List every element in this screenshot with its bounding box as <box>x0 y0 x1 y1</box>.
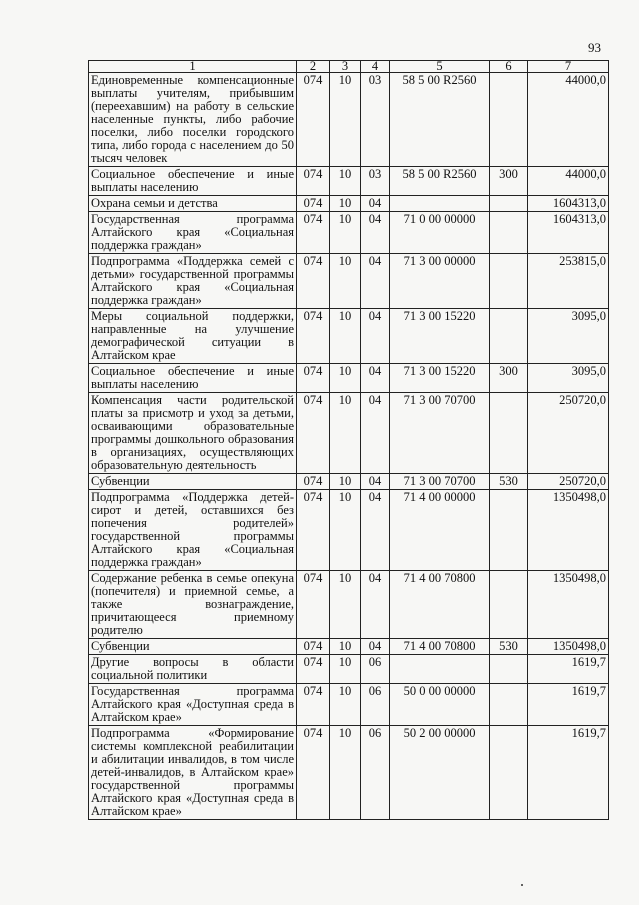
row-section-cell: 10 <box>330 639 361 655</box>
row-expense-type-cell: 300 <box>490 167 528 196</box>
row-subsection-cell: 06 <box>361 655 390 684</box>
row-grbs-cell: 074 <box>297 393 330 474</box>
row-section-cell: 10 <box>330 309 361 364</box>
table-row <box>89 639 609 655</box>
row-subsection-cell: 04 <box>361 393 390 474</box>
row-name-cell: Субвенции <box>89 639 297 655</box>
row-name-cell: Подпрограмма «Поддержка детей-сирот и детей, оставшихся без попечения родителей» государственной программы Алтайского края «Социальная поддержка граждан» <box>89 490 297 571</box>
row-target-article-cell: 50 0 00 00000 <box>390 684 490 726</box>
row-sum-cell: 1350498,0 <box>528 639 609 655</box>
row-target-article-cell: 71 0 00 00000 <box>390 212 490 254</box>
row-grbs-cell: 074 <box>297 309 330 364</box>
scan-dot <box>521 884 523 886</box>
row-section-cell: 10 <box>330 490 361 571</box>
row-expense-type-cell: 530 <box>490 474 528 490</box>
row-target-article-cell: 71 4 00 70800 <box>390 639 490 655</box>
row-section-cell: 10 <box>330 364 361 393</box>
row-sum-cell: 250720,0 <box>528 393 609 474</box>
row-sum-cell: 1604313,0 <box>528 196 609 212</box>
table-row <box>89 571 609 639</box>
table-row <box>89 655 609 684</box>
row-expense-type-cell: 300 <box>490 364 528 393</box>
row-expense-type-cell <box>490 684 528 726</box>
row-target-article-cell: 71 3 00 00000 <box>390 254 490 309</box>
row-target-article-cell: 71 3 00 70700 <box>390 393 490 474</box>
row-subsection-cell: 03 <box>361 167 390 196</box>
header-cell: 1 <box>89 61 297 73</box>
row-sum-cell: 1619,7 <box>528 655 609 684</box>
row-target-article-cell: 58 5 00 R2560 <box>390 167 490 196</box>
header-cell: 2 <box>297 61 330 73</box>
row-expense-type-cell <box>490 393 528 474</box>
row-section-cell: 10 <box>330 167 361 196</box>
row-expense-type-cell <box>490 309 528 364</box>
row-section-cell: 10 <box>330 212 361 254</box>
row-name-cell: Другие вопросы в области социальной политики <box>89 655 297 684</box>
row-subsection-cell: 04 <box>361 639 390 655</box>
header-cell: 6 <box>490 61 528 73</box>
row-name-cell: Компенсация части родительской платы за присмотр и уход за детьми, осваивающими образовательные программы дошкольного образования в организациях, осуществляющих образовательную деятельность <box>89 393 297 474</box>
row-expense-type-cell <box>490 254 528 309</box>
table-row <box>89 393 609 474</box>
row-target-article-cell: 58 5 00 R2560 <box>390 73 490 167</box>
row-name-cell: Социальное обеспечение и иные выплаты населению <box>89 167 297 196</box>
row-section-cell: 10 <box>330 571 361 639</box>
row-grbs-cell: 074 <box>297 655 330 684</box>
row-name-cell: Единовременные компенсационные выплаты учителям, прибывшим (переехавшим) на работу в сельские населенные пункты, либо рабочие поселки, либо поселки городского типа, либо города с населением до 50 тысяч человек <box>89 73 297 167</box>
row-sum-cell: 1619,7 <box>528 726 609 820</box>
table-body <box>89 73 609 820</box>
row-sum-cell: 44000,0 <box>528 167 609 196</box>
row-target-article-cell <box>390 196 490 212</box>
row-expense-type-cell: 530 <box>490 639 528 655</box>
row-name-cell: Содержание ребенка в семье опекуна (попечителя) и приемной семье, а также вознаграждение, причитающееся приемному родителю <box>89 571 297 639</box>
table-header-row <box>89 61 609 73</box>
row-target-article-cell: 71 3 00 15220 <box>390 364 490 393</box>
table-row <box>89 196 609 212</box>
row-sum-cell: 1350498,0 <box>528 490 609 571</box>
row-sum-cell: 1619,7 <box>528 684 609 726</box>
table-row <box>89 254 609 309</box>
row-target-article-cell: 71 4 00 70800 <box>390 571 490 639</box>
row-target-article-cell <box>390 655 490 684</box>
row-grbs-cell: 074 <box>297 254 330 309</box>
row-sum-cell: 3095,0 <box>528 309 609 364</box>
row-section-cell: 10 <box>330 254 361 309</box>
row-section-cell: 10 <box>330 684 361 726</box>
row-grbs-cell: 074 <box>297 73 330 167</box>
row-subsection-cell: 04 <box>361 212 390 254</box>
row-target-article-cell: 71 4 00 00000 <box>390 490 490 571</box>
row-section-cell: 10 <box>330 393 361 474</box>
row-target-article-cell: 71 3 00 15220 <box>390 309 490 364</box>
row-subsection-cell: 06 <box>361 684 390 726</box>
row-name-cell: Государственная программа Алтайского края «Доступная среда в Алтайском крае» <box>89 684 297 726</box>
row-section-cell: 10 <box>330 655 361 684</box>
row-target-article-cell: 71 3 00 70700 <box>390 474 490 490</box>
row-grbs-cell: 074 <box>297 490 330 571</box>
row-subsection-cell: 04 <box>361 571 390 639</box>
row-sum-cell: 250720,0 <box>528 474 609 490</box>
table-row <box>89 726 609 820</box>
row-section-cell: 10 <box>330 726 361 820</box>
row-grbs-cell: 074 <box>297 639 330 655</box>
header-cell: 4 <box>361 61 390 73</box>
row-grbs-cell: 074 <box>297 474 330 490</box>
table-row <box>89 212 609 254</box>
row-expense-type-cell <box>490 490 528 571</box>
row-grbs-cell: 074 <box>297 196 330 212</box>
row-sum-cell: 1350498,0 <box>528 571 609 639</box>
row-subsection-cell: 04 <box>361 254 390 309</box>
row-name-cell: Охрана семьи и детства <box>89 196 297 212</box>
row-grbs-cell: 074 <box>297 167 330 196</box>
table-row <box>89 474 609 490</box>
row-grbs-cell: 074 <box>297 726 330 820</box>
row-name-cell: Меры социальной поддержки, направленные на улучшение демографической ситуации в Алтайском крае <box>89 309 297 364</box>
table-row <box>89 309 609 364</box>
row-section-cell: 10 <box>330 196 361 212</box>
header-cell: 5 <box>390 61 490 73</box>
row-sum-cell: 3095,0 <box>528 364 609 393</box>
row-sum-cell: 253815,0 <box>528 254 609 309</box>
row-name-cell: Государственная программа Алтайского края «Социальная поддержка граждан» <box>89 212 297 254</box>
row-expense-type-cell <box>490 73 528 167</box>
header-cell: 7 <box>528 61 609 73</box>
row-name-cell: Субвенции <box>89 474 297 490</box>
row-subsection-cell: 04 <box>361 490 390 571</box>
table-row <box>89 73 609 167</box>
table-row <box>89 364 609 393</box>
row-expense-type-cell <box>490 196 528 212</box>
header-cell: 3 <box>330 61 361 73</box>
row-grbs-cell: 074 <box>297 684 330 726</box>
row-name-cell: Подпрограмма «Поддержка семей с детьми» государственной программы Алтайского края «Социальная поддержка граждан» <box>89 254 297 309</box>
row-subsection-cell: 04 <box>361 196 390 212</box>
table-row <box>89 490 609 571</box>
row-grbs-cell: 074 <box>297 212 330 254</box>
row-grbs-cell: 074 <box>297 364 330 393</box>
row-name-cell: Социальное обеспечение и иные выплаты населению <box>89 364 297 393</box>
row-subsection-cell: 04 <box>361 364 390 393</box>
row-expense-type-cell <box>490 726 528 820</box>
row-expense-type-cell <box>490 655 528 684</box>
table-row <box>89 167 609 196</box>
page-number: 93 <box>588 40 601 55</box>
row-target-article-cell: 50 2 00 00000 <box>390 726 490 820</box>
row-subsection-cell: 04 <box>361 474 390 490</box>
row-grbs-cell: 074 <box>297 571 330 639</box>
row-subsection-cell: 03 <box>361 73 390 167</box>
row-section-cell: 10 <box>330 73 361 167</box>
table-row <box>89 684 609 726</box>
row-sum-cell: 44000,0 <box>528 73 609 167</box>
row-expense-type-cell <box>490 571 528 639</box>
row-subsection-cell: 04 <box>361 309 390 364</box>
row-sum-cell: 1604313,0 <box>528 212 609 254</box>
budget-table <box>88 60 609 820</box>
row-name-cell: Подпрограмма «Формирование системы комплексной реабилитации и абилитации инвалидов, в том числе детей-инвалидов, в Алтайском крае» государственной программы Алтайского края «Доступная среда в Алтайском крае» <box>89 726 297 820</box>
row-subsection-cell: 06 <box>361 726 390 820</box>
row-expense-type-cell <box>490 212 528 254</box>
row-section-cell: 10 <box>330 474 361 490</box>
